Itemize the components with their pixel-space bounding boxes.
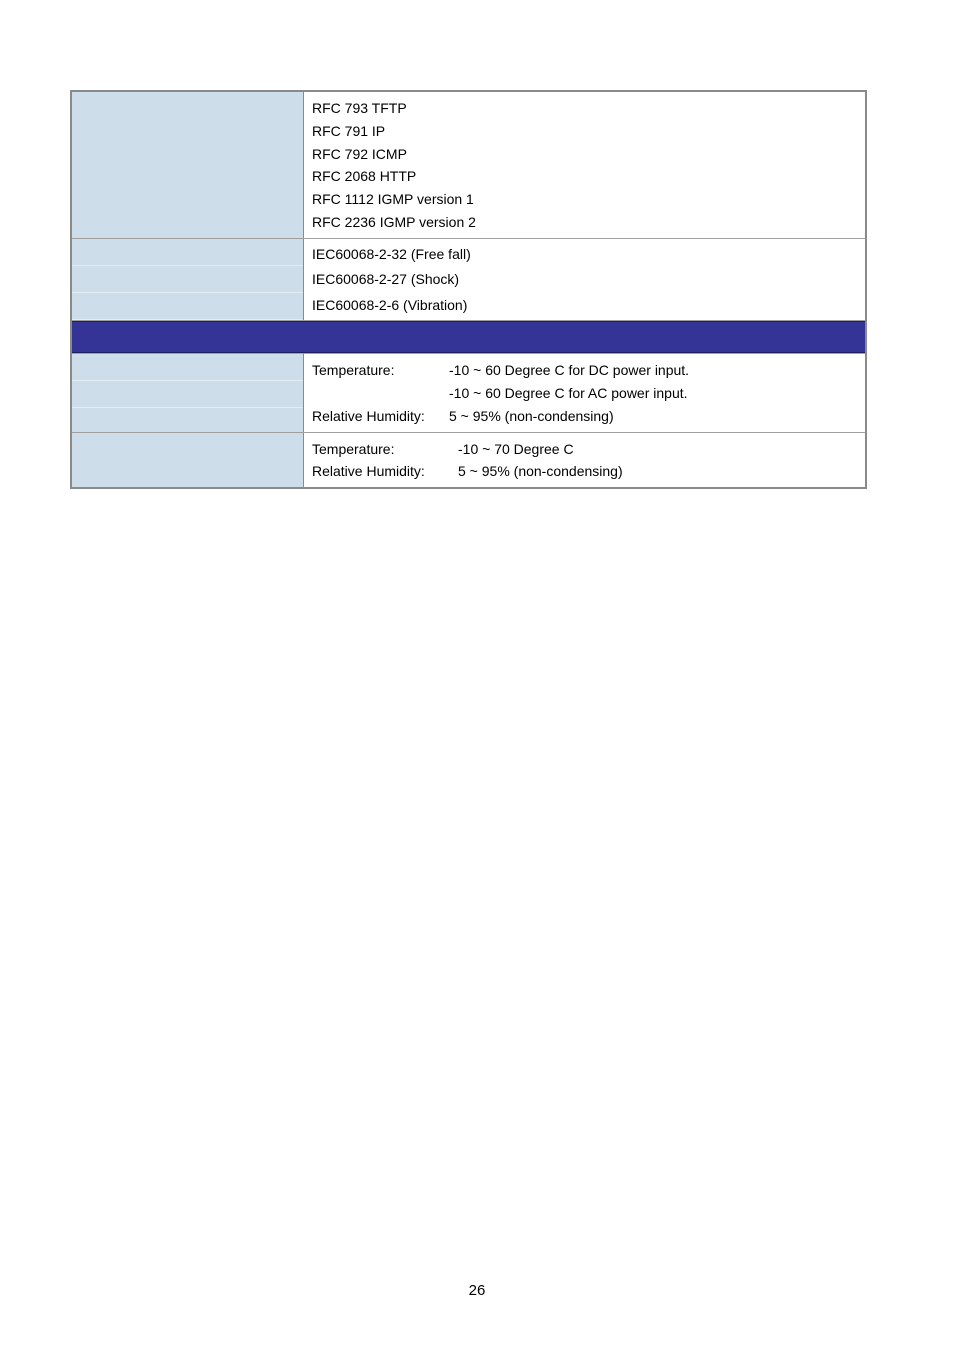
- row-value-cell: [304, 433, 865, 488]
- env-key: Temperature:: [312, 440, 395, 457]
- row-value-cell: [304, 92, 865, 238]
- table-section-row: [72, 321, 865, 354]
- section-header-bar: [72, 321, 865, 353]
- standard-line: IEC60068-2-6 (Vibration): [312, 296, 468, 313]
- row-label-cell: [72, 92, 304, 238]
- row-label-cell: [72, 433, 304, 488]
- table-row-standards: [72, 92, 865, 239]
- env-value: -10 ~ 60 Degree C for DC power input.: [449, 362, 690, 379]
- standard-line: RFC 2068 HTTP: [312, 168, 417, 185]
- row-value-cell: [304, 239, 865, 321]
- standard-line: RFC 792 ICMP: [312, 145, 407, 162]
- env-line: [312, 382, 857, 405]
- env-value: 5 ~ 95% (non-condensing): [449, 407, 614, 424]
- env-key: [312, 382, 449, 405]
- row-label-cell: [72, 354, 304, 431]
- table-row-operating: [72, 354, 865, 432]
- env-line: [312, 460, 857, 483]
- env-value: -10 ~ 70 Degree C: [458, 440, 574, 457]
- standard-line: RFC 793 TFTP: [312, 100, 407, 116]
- standard-line: IEC60068-2-27 (Shock): [312, 271, 460, 288]
- env-value: -10 ~ 60 Degree C for AC power input.: [449, 385, 688, 402]
- standard-line: RFC 1112 IGMP version 1: [312, 191, 474, 208]
- env-line: [312, 438, 857, 461]
- env-line: [312, 359, 857, 382]
- env-key: Relative Humidity:: [312, 463, 425, 480]
- env-key: Temperature:: [312, 362, 395, 379]
- standard-line: RFC 2236 IGMP version 2: [312, 213, 476, 230]
- spec-table: [70, 90, 867, 489]
- standard-line: IEC60068-2-32 (Free fall): [312, 245, 471, 262]
- table-row-storage: [72, 433, 865, 488]
- env-value: 5 ~ 95% (non-condensing): [458, 463, 623, 480]
- env-key: Relative Humidity:: [312, 407, 425, 424]
- page-number: 26: [468, 1282, 486, 1299]
- row-value-cell: [304, 354, 865, 431]
- standard-line: RFC 791 IP: [312, 122, 386, 139]
- env-line: [312, 405, 857, 428]
- row-label-cell: [72, 239, 304, 321]
- table-row-stability: [72, 239, 865, 322]
